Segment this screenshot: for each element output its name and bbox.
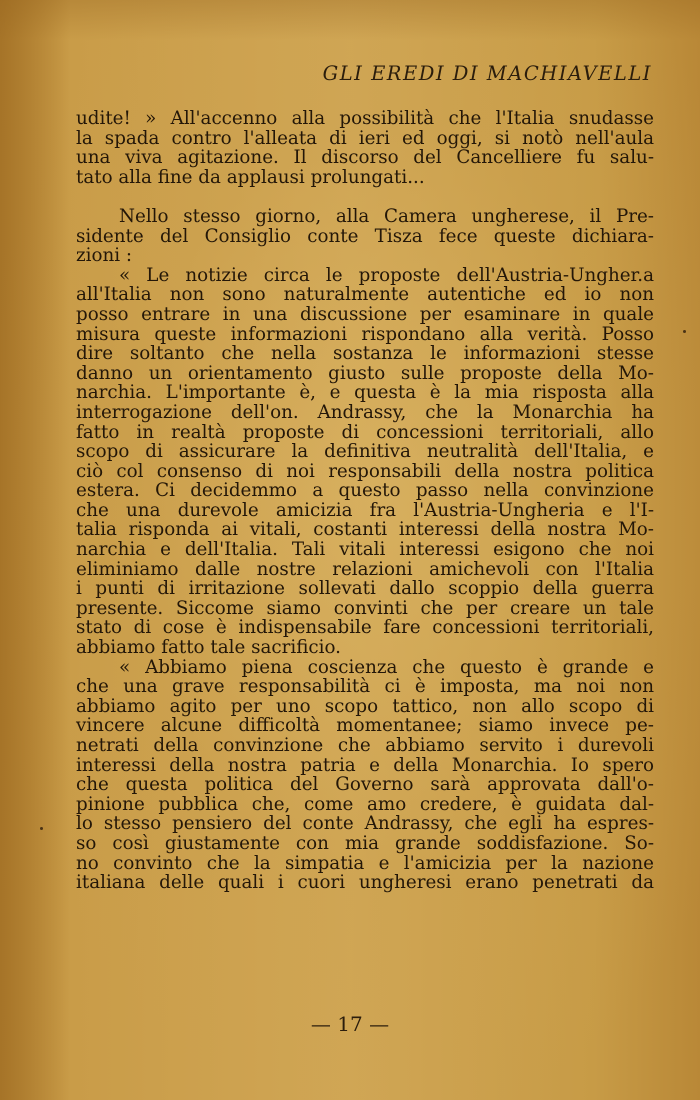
text-line: dire soltanto che nella sostanza le informazioni stesse [76, 343, 654, 365]
text-line: all'Italia non sono naturalmente autentiche ed io non [76, 284, 654, 306]
page-number: — 17 — [310, 1012, 390, 1036]
text-line: udite! » All'accenno alla possibilità che l'Italia snudasse [76, 108, 654, 129]
body-text [76, 109, 654, 893]
text-line: i punti di irritazione sollevati dallo scoppio della guerra [76, 578, 654, 600]
text-line: tato alla fine da applausi prolungati... [76, 166, 425, 188]
text-line: talia risponda ai vitali, costanti interessi della nostra Mo- [76, 519, 654, 541]
running-head: GLI EREDI DI MACHIAVELLI [322, 62, 652, 85]
text-line: fatto in realtà proposte di concessioni territoriali, allo [76, 421, 654, 443]
text-line: narchia e dell'Italia. Tali vitali interessi esigono che noi [76, 539, 654, 561]
text-line: misura queste informazioni rispondano alla verità. Posso [76, 323, 654, 345]
text-line: la spada contro l'alleata di ieri ed oggi, si notò nell'aula [76, 127, 654, 149]
text-line: che questa politica del Governo sarà approvata dall'o- [76, 774, 654, 796]
text-line: ciò col consenso di noi responsabili della nostra politica [76, 460, 654, 482]
text-line: narchia. L'importante è, e questa è la mia risposta alla [76, 382, 654, 404]
text-line: lo stesso pensiero del conte Andrassy, che egli ha espres- [76, 813, 654, 835]
text-line: stato di cose è indispensabile fare concessioni territoriali, [76, 617, 654, 639]
text-line: interrogazione dell'on. Andrassy, che la Monarchia ha [76, 401, 654, 423]
text-line: pinione pubblica che, come amo credere, è guidata dal- [76, 793, 654, 815]
text-line: abbiamo agito per uno scopo tattico, non allo scopo di [76, 695, 654, 717]
text-line: abbiamo fatto tale sacrificio. [76, 637, 341, 659]
text-line: danno un orientamento giusto sulle proposte della Mo- [76, 362, 654, 384]
paper-speck [683, 330, 686, 333]
text-line: posso entrare in una discussione per esaminare in quale [76, 303, 654, 325]
text-line: Nello stesso giorno, alla Camera ungherese, il Pre- [119, 205, 654, 227]
text-line: netrati della convinzione che abbiamo servito i durevoli [76, 735, 654, 756]
text-line: zioni : [76, 245, 133, 267]
text-line: so così giustamente con mia grande soddisfazione. So- [76, 832, 654, 854]
text-line: una viva agitazione. Il discorso del Cancelliere fu salu- [76, 147, 654, 169]
text-line: sidente del Consiglio conte Tisza fece queste dichiara- [76, 225, 654, 247]
paragraph-gap [76, 187, 654, 207]
text-line: no convinto che la simpatia e l'amicizia per la nazione [76, 852, 654, 874]
text-line: che una grave responsabilità ci è imposta, ma noi non [76, 676, 654, 698]
text-line: eliminiamo dalle nostre relazioni amichevoli con l'Italia [76, 558, 654, 580]
text-line: « Abbiamo piena coscienza che questo è grande e [119, 656, 654, 678]
text-line: interessi della nostra patria e della Monarchia. Io spero [76, 754, 654, 776]
text-line: scopo di assicurare la definitiva neutralità dell'Italia, e [76, 441, 654, 463]
text-line: che una durevole amicizia fra l'Austria-Ungheria e l'I- [76, 499, 654, 521]
text-line: « Le notizie circa le proposte dell'Austria-Unghеr.a [119, 264, 654, 286]
text-line: vincere alcune difficoltà momentanee; siamo invece pe- [76, 715, 654, 737]
paper-speck [40, 827, 43, 830]
text-line: italiana delle quali i cuori ungheresi erano penetrati da [76, 872, 654, 894]
text-line: estera. Ci decidemmo a questo passo nella convinzione [76, 480, 654, 502]
text-line: presente. Siccome siamo convinti che per creare un tale [76, 597, 654, 619]
